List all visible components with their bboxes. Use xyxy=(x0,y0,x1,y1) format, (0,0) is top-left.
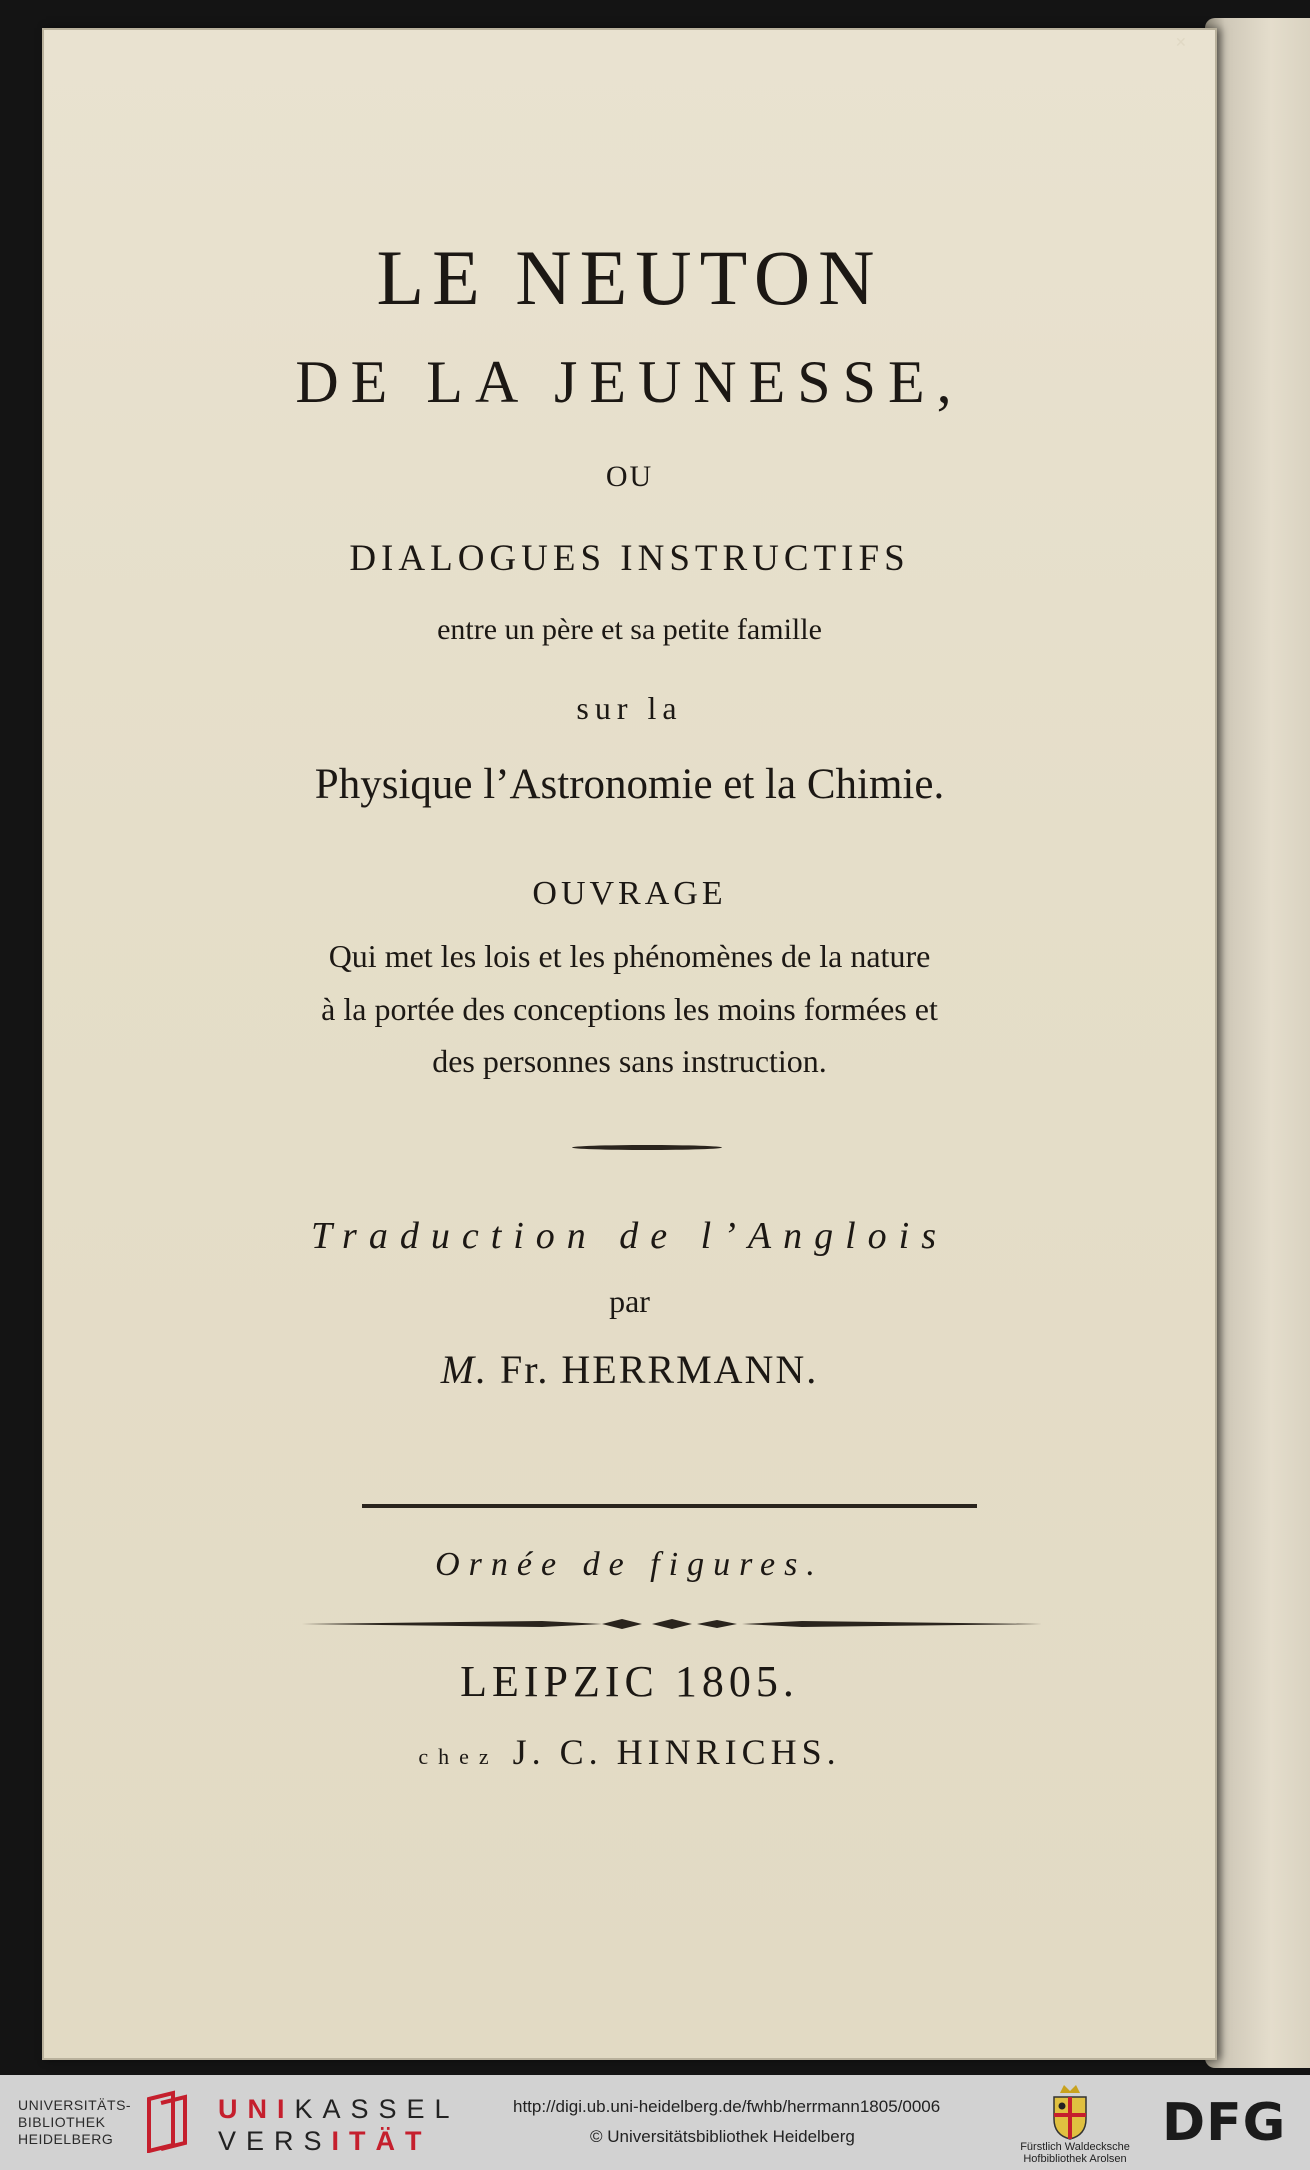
description-line-3: des personnes sans instruction. xyxy=(432,1043,827,1079)
author xyxy=(42,1346,1217,1393)
subtitle-line-2: entre un père et sa petite famille xyxy=(437,613,822,646)
ornamental-rule xyxy=(302,1616,1042,1632)
illustrations-note: Ornée de figures. xyxy=(435,1546,824,1583)
heidelberg-library-logo[interactable]: UNIVERSITÄTS- BIBLIOTHEK HEIDELBERG xyxy=(18,2097,132,2147)
imprint-chez: chez xyxy=(418,1744,499,1769)
description-line-2: à la portée des conceptions les moins formées et xyxy=(321,991,938,1027)
subtitle: DIALOGUES INSTRUCTIFS xyxy=(349,538,910,579)
footer-bar xyxy=(0,2075,1310,2170)
corner-mark-icon: ✕ xyxy=(1175,35,1187,51)
title-page xyxy=(42,28,1217,2060)
title-line-2: DE LA JEUNESSE, xyxy=(295,349,964,415)
by-label: par xyxy=(609,1283,650,1319)
work-label: OUVRAGE xyxy=(532,875,727,912)
dfg-logo[interactable]: DFG xyxy=(1162,2093,1287,2153)
imprint-place-year: LEIPZIC 1805. xyxy=(460,1657,799,1706)
permalink-url[interactable]: http://digi.ub.uni-heidelberg.de/fwhb/herrmann1805/0006 xyxy=(513,2097,941,2116)
description-line-1: Qui met les lois et les phénomènes de la nature xyxy=(328,938,931,974)
title-line-1: LE NEUTON xyxy=(376,234,883,321)
copyright-notice: © Universitätsbibliothek Heidelberg xyxy=(590,2127,855,2146)
conjunction: OU xyxy=(605,460,654,493)
long-rule-divider xyxy=(362,1504,977,1508)
author-title: M. xyxy=(440,1347,489,1392)
imprint-publisher: J. C. HINRICHS. xyxy=(512,1732,841,1772)
imprint-publisher-line xyxy=(42,1731,1217,1773)
short-rule-divider xyxy=(572,1145,722,1150)
next-page-edge xyxy=(1205,18,1310,2068)
uni-kassel-logo[interactable]: UNIKASSEL VERSITÄT xyxy=(218,2094,460,2156)
arolsen-library-logo[interactable]: Fürstlich Waldecksche Hofbibliothek Arolsen xyxy=(1020,2141,1130,2165)
subtitle-line-3: sur la xyxy=(576,690,683,726)
author-name: Fr. HERRMANN. xyxy=(500,1347,819,1392)
arolsen-crest-icon xyxy=(1050,2083,1090,2141)
translation-note: Traduction de l’Anglois xyxy=(311,1215,948,1257)
heidelberg-mark-icon xyxy=(143,2089,191,2153)
subjects: Physique l’Astronomie et la Chimie. xyxy=(314,761,945,808)
